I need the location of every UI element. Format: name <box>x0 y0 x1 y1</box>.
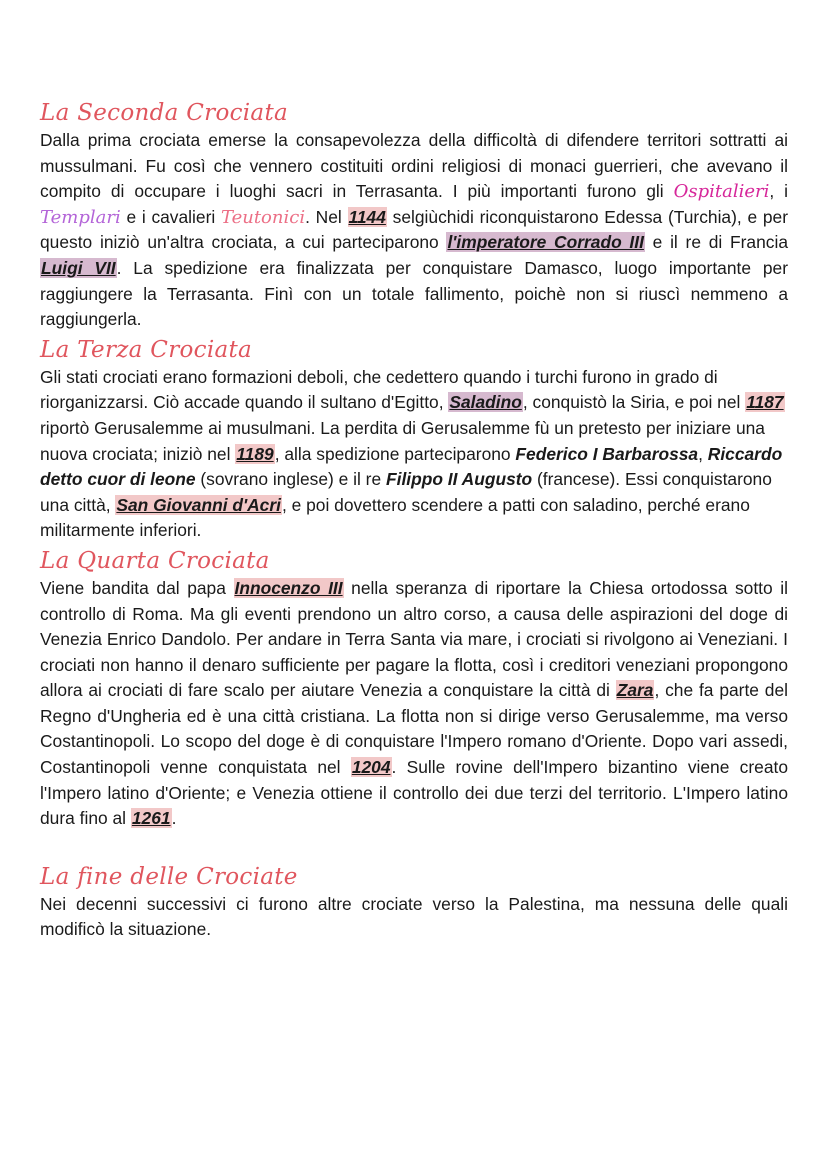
text-run: e il re di Francia <box>644 232 788 253</box>
name-riccardo-cuor-di-leone: Riccardo detto cuor di leone <box>40 443 783 490</box>
highlight-luigi-vii: Luigi VII <box>41 257 116 278</box>
paragraph-terza-crociata <box>40 365 788 544</box>
text-run: . Sulle rovine dell'Impero bizantino viene creato l'Impero latino d'Oriente; e Venezia ottiene il controllo dei due terzi del territorio. L'Impero latino dura fino al <box>40 757 788 829</box>
text-run: nella speranza di riportare la Chiesa ortodossa sotto il controllo di Roma. Ma gli eventi prendono un altro corso, a causa delle aspirazioni del doge di Venezia Enrico Dandolo. Per andare in Terra Santa via mare, i crociati si rivolgono ai Veneziani. I crociati non hanno il denaro sufficiente per pagare la flotta, così i creditori veneziani propongono allora ai crociati di fare scalo per aiutare Venezia a conquistare la città di <box>40 577 788 701</box>
text-run: Gli stati crociati erano formazioni deboli, che cedettero quando i turchi furono in grado di riorganizzarsi. Ciò accade quando il sultano d'Egitto, <box>40 366 718 413</box>
text-run: (sovrano inglese) e il re <box>195 469 386 490</box>
text-run: , i <box>769 181 788 202</box>
highlight-saladino: Saladino <box>449 392 522 413</box>
highlight-year-1187: 1187 <box>746 392 784 413</box>
paragraph-quarta-crociata <box>40 576 788 832</box>
text-run: selgiùchidi riconquistarono Edessa (Turchia), e per questo iniziò un'altra crociata, a cui parteciparono <box>40 206 788 253</box>
text-run: , che fa parte del Regno d'Ungheria ed è una città cristiana. La flotta non si dirige verso Gerusalemme, ma verso Costantinopoli. Lo scopo del doge è di conquistare l'Impero romano d'Oriente. Dopo vari assedi, Costantinopoli venne conquistata nel <box>40 680 789 778</box>
text-run: , e poi dovettero scendere a patti con saladino, perché erano militarmente inferiori. <box>40 494 750 541</box>
paragraph-seconda-crociata <box>40 128 788 333</box>
text-run: , conquistò la Siria, e poi nel <box>522 392 746 413</box>
highlight-san-giovanni-acri: San Giovanni d'Acri <box>116 494 281 515</box>
text-run: (francese). Essi conquistarono una città, <box>40 469 772 515</box>
text-run: , alla spedizione parteciparono <box>274 443 516 464</box>
order-ospitalieri: Ospitalieri <box>673 181 770 203</box>
heading-quarta-crociata: La Quarta Crociata <box>40 547 270 574</box>
text-run: , <box>698 443 708 464</box>
highlight-zara: Zara <box>616 680 654 701</box>
highlight-year-1144: 1144 <box>348 206 386 227</box>
text-run: riportò Gerusalemme ai musulmani. La perdita di Gerusalemme fù un pretesto per iniziare una nuova crociata; iniziò nel <box>40 417 765 464</box>
heading-seconda-crociata: La Seconda Crociata <box>40 100 288 126</box>
text-run: . La spedizione era finalizzata per conquistare Damasco, luogo importante per raggiungere la Terrasanta. Finì con un totale fallimento, poichè non si riuscì nemmeno a raggiungerla. <box>40 257 788 330</box>
order-teutonici: Teutonici <box>220 206 306 228</box>
highlight-corrado-iii: l'imperatore Corrado III <box>447 232 644 253</box>
document-page <box>40 98 788 943</box>
highlight-year-1189: 1189 <box>236 443 274 464</box>
order-templari: Templari <box>40 206 121 228</box>
highlight-innocenzo-iii: Innocenzo III <box>234 577 343 598</box>
heading-fine-crociate: La fine delle Crociate <box>40 863 298 890</box>
highlight-year-1261: 1261 <box>131 808 171 829</box>
name-federico-barbarossa: Federico I Barbarossa <box>515 443 699 464</box>
text-run: Dalla prima crociata emerse la consapevolezza della difficoltà di difendere territori sottratti ai mussulmani. Fu così che vennero costituiti ordini religiosi di monaci guerrieri, che avevano il compito di occupare i luoghi sacri in Terrasanta. I più importanti furono gli <box>40 130 788 202</box>
name-filippo-ii-augusto: Filippo II Augusto <box>385 469 533 490</box>
paragraph-fine-crociate: Nei decenni successivi ci furono altre crociate verso la Palestina, ma nessuna delle quali modificò la situazione. <box>40 893 788 940</box>
heading-terza-crociata: La Terza Crociata <box>40 336 253 363</box>
text-run: Viene bandita dal papa <box>40 577 234 598</box>
text-run: e i cavalieri <box>120 206 221 227</box>
highlight-year-1204: 1204 <box>351 757 391 778</box>
text-run: . <box>171 808 177 829</box>
text-run: . Nel <box>305 206 348 227</box>
